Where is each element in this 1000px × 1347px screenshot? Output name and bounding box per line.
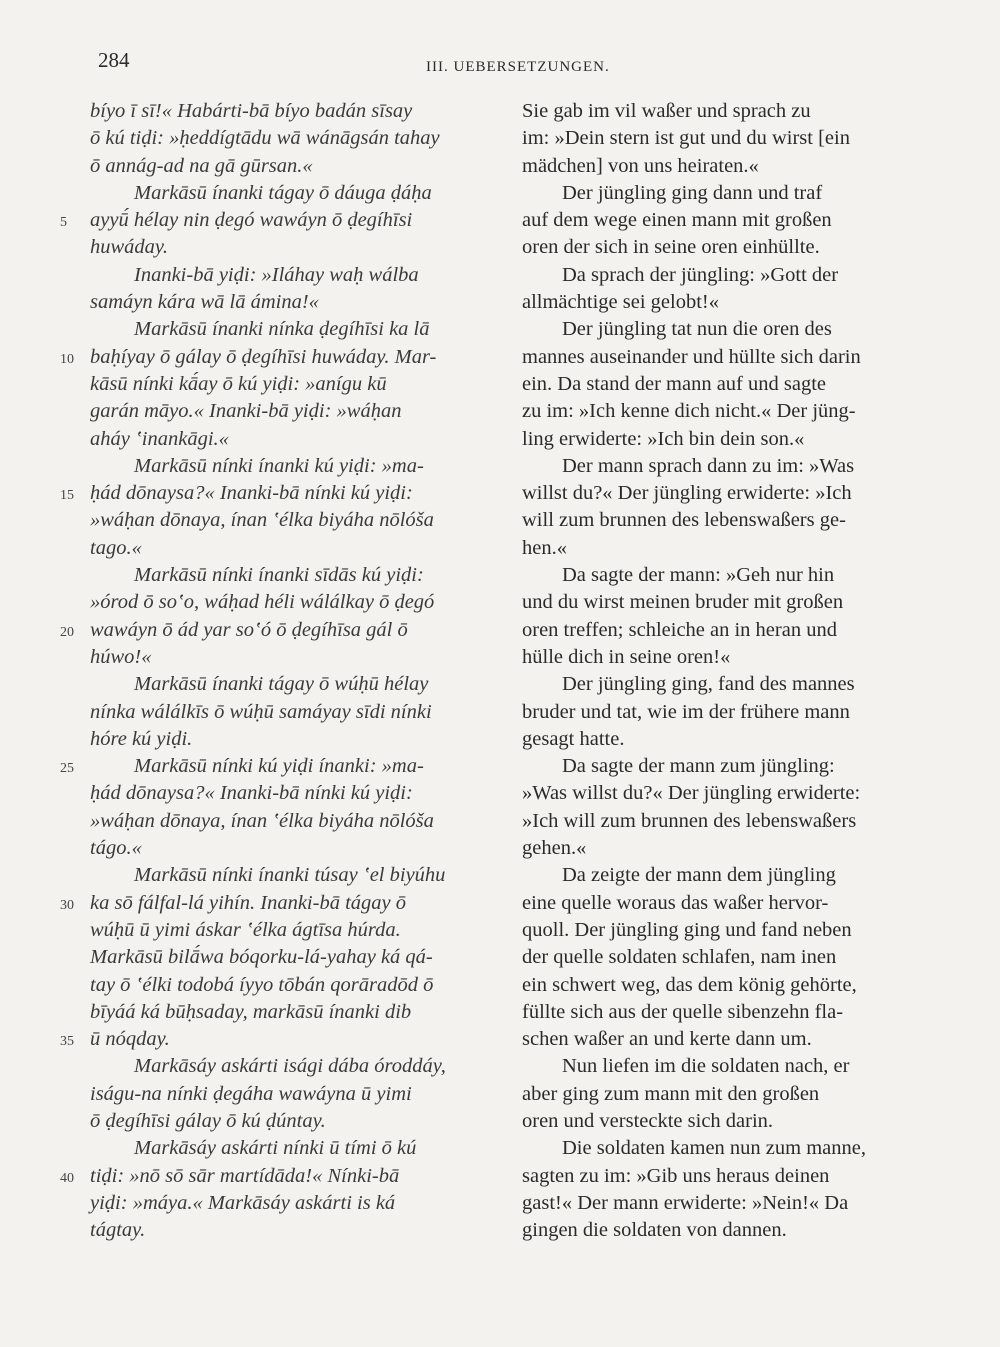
text-line (522, 1163, 918, 1190)
text-line (90, 808, 495, 835)
german-translation-column (522, 98, 918, 1244)
line-number: 15 (60, 488, 74, 504)
text-line (522, 835, 918, 862)
text-line (522, 207, 918, 234)
text-line (90, 507, 495, 534)
line-text: der quelle soldaten schlafen, nam inen (522, 946, 837, 969)
text-line (90, 780, 495, 807)
line-text: wawáyn ō ád yar soʽó ō ḍegíhīsa gál ō (90, 618, 408, 641)
text-line (90, 562, 495, 589)
line-text: ling erwiderte: »Ich bin dein son.« (522, 427, 805, 450)
text-line (522, 862, 918, 889)
text-line (90, 1190, 495, 1217)
line-text: Der mann sprach dann zu im: »Was (562, 454, 855, 477)
line-text: Markāsū nínki ínanki kú yiḍi: »ma- (134, 454, 424, 477)
line-text: Die soldaten kamen nun zum manne, (562, 1137, 866, 1160)
line-number: 35 (60, 1034, 74, 1050)
line-text: Markāsū ínanki tágay ō dáuga ḍáḥa (134, 181, 432, 204)
text-line (90, 699, 495, 726)
text-line (60, 890, 495, 917)
line-text: gast!« Der mann erwiderte: »Nein!« Da (522, 1191, 849, 1214)
line-text: »Ich will zum brunnen des lebenswaßers (522, 809, 857, 832)
text-line (522, 1026, 918, 1053)
line-text: hen.« (522, 536, 567, 559)
text-line (522, 917, 918, 944)
line-text: Da zeigte der mann dem jüngling (562, 864, 836, 887)
line-text: quoll. Der jüngling ging und fand neben (522, 918, 852, 941)
line-text: Inanki-bā yiḍi: »Iláhay waḥ wálba (134, 263, 419, 286)
text-line (522, 535, 918, 562)
line-text: bīyáá ká būḥsaday, markāsū ínanki dib (90, 1000, 412, 1023)
line-number: 20 (60, 624, 74, 640)
text-line (90, 726, 495, 753)
text-line (90, 535, 495, 562)
text-line (522, 153, 918, 180)
text-line (90, 234, 495, 261)
line-text: füllte sich aus der quelle sibenzehn fla- (522, 1000, 844, 1023)
line-text: aháy ʽinankāgi.« (90, 427, 229, 450)
text-line (90, 98, 495, 125)
text-line (522, 125, 918, 152)
line-text: Der jüngling ging dann und traf (562, 181, 823, 204)
text-line (90, 1217, 495, 1244)
line-text: baḥíyay ō gálay ō ḍegíhīsi huwáday. Mar- (90, 345, 437, 368)
line-text: bíyo ī sī!« Habárti-bā bíyo badán sīsay (90, 100, 413, 122)
line-text: zu im: »Ich kenne dich nicht.« Der jüng- (522, 400, 856, 423)
line-text: tágtay. (90, 1219, 146, 1242)
text-line (522, 289, 918, 316)
text-line (522, 1190, 918, 1217)
line-text: yiḍi: »máya.« Markāsáy askárti is ká (90, 1191, 396, 1214)
text-line (522, 1135, 918, 1162)
line-text: Markāsū nínki kú yiḍi ínanki: »ma- (134, 755, 424, 778)
line-text: oren der sich in seine oren einhüllte. (522, 236, 820, 259)
line-text: ayyū́ hélay nin ḍegó wawáyn ō ḍegíhīsi (90, 209, 413, 232)
line-text: »wáḥan dōnaya, ínan ʽélka biyáha nōlóša (90, 809, 434, 832)
text-line (522, 1108, 918, 1135)
line-text: ō kú tiḍi: »ḥeddígtādu wā wánāgsán tahay (90, 127, 440, 150)
line-text: garán māyo.« Inanki-bā yiḍi: »wáḥan (90, 400, 402, 423)
text-line (90, 972, 495, 999)
text-line (90, 125, 495, 152)
line-text: Markāsū nínki ínanki sīdās kú yiḍi: (134, 564, 424, 587)
line-text: im: »Dein stern ist gut und du wirst [ein (522, 127, 850, 150)
text-line (90, 944, 495, 971)
text-line (60, 1163, 495, 1190)
text-line (90, 398, 495, 425)
line-text: ein. Da stand der mann auf und sagte (522, 372, 826, 395)
text-line (90, 644, 495, 671)
line-text: Da sprach der jüngling: »Gott der (562, 263, 839, 286)
line-text: ḥád dōnaysa?« Inanki-bā nínki kú yiḍi: (90, 482, 413, 505)
line-text: ō ḍegíhīsi gálay ō kú ḍúntay. (90, 1109, 326, 1132)
line-number: 25 (60, 761, 74, 777)
somali-text-column (60, 98, 495, 1244)
text-line (90, 1135, 495, 1162)
line-number: 10 (60, 351, 74, 367)
text-line (90, 1053, 495, 1080)
line-text: »órod ō soʽo, wáḥad héli wálálkay ō ḍegó (90, 591, 435, 614)
line-text: Markāsū ínanki nínka ḍegíhīsi ka lā (134, 318, 430, 341)
text-line (522, 726, 918, 753)
text-line (90, 917, 495, 944)
text-line (60, 753, 495, 780)
text-line (522, 180, 918, 207)
line-text: aber ging zum mann mit den großen (522, 1082, 820, 1105)
line-text: húwo!« (90, 645, 152, 668)
text-line (90, 862, 495, 889)
line-text: kāsū nínki kā́ay ō kú yiḍi: »anígu kū (90, 372, 387, 395)
page-number: 284 (98, 48, 130, 72)
line-number: 30 (60, 897, 74, 913)
text-line (60, 207, 495, 234)
line-text: Markāsáy askárti nínki ū tími ō kú (134, 1137, 417, 1160)
text-line (60, 617, 495, 644)
line-text: gehen.« (522, 837, 587, 860)
line-text: mädchen] von uns heiraten.« (522, 154, 759, 177)
text-line (522, 453, 918, 480)
line-text: bruder und tat, wie im der frühere mann (522, 700, 850, 723)
line-text: »wáḥan dōnaya, ínan ʽélka biyáha nōlóša (90, 509, 434, 532)
text-line (522, 644, 918, 671)
text-line (522, 98, 918, 125)
line-text: samáyn kára wā lā ámina!« (90, 291, 319, 314)
line-text: will zum brunnen des lebenswaßers ge- (522, 509, 846, 532)
text-line (90, 1108, 495, 1135)
text-line (522, 480, 918, 507)
line-text: willst du?« Der jüngling erwiderte: »Ich (522, 482, 852, 505)
text-line (522, 398, 918, 425)
text-line (90, 262, 495, 289)
line-text: huwáday. (90, 236, 169, 259)
text-line (522, 1081, 918, 1108)
text-line (522, 426, 918, 453)
text-line (90, 180, 495, 207)
text-line (522, 234, 918, 261)
text-line (90, 835, 495, 862)
line-text: Sie gab im vil waßer und sprach zu (522, 100, 811, 122)
line-text: mannes auseinander und hüllte sich darin (522, 345, 861, 368)
line-text: Der jüngling ging, fand des mannes (562, 673, 855, 696)
text-line (60, 1026, 495, 1053)
line-text: tiḍi: »nō sō sār martídāda!« Nínki-bā (90, 1164, 400, 1187)
text-line (522, 753, 918, 780)
line-text: ein schwert weg, das dem könig gehörte, (522, 973, 857, 996)
line-text: Nun liefen im die soldaten nach, er (562, 1055, 850, 1078)
line-text: Markāsū nínki ínanki túsay ʽel biyúhu (134, 864, 446, 887)
text-line (90, 589, 495, 616)
text-line (522, 1053, 918, 1080)
text-line (522, 344, 918, 371)
text-line (90, 153, 495, 180)
text-line (522, 262, 918, 289)
line-number: 5 (60, 215, 67, 231)
line-text: Da sagte der mann: »Geh nur hin (562, 564, 835, 587)
text-line (522, 671, 918, 698)
line-text: hülle dich in seine oren!« (522, 645, 731, 668)
text-line (90, 289, 495, 316)
text-line (90, 999, 495, 1026)
text-line (522, 890, 918, 917)
text-line (90, 426, 495, 453)
text-line (522, 617, 918, 644)
line-text: ō annág-ad na gā gūrsan.« (90, 154, 313, 177)
line-text: Der jüngling tat nun die oren des (562, 318, 832, 341)
line-text: »Was willst du?« Der jüngling erwiderte: (522, 782, 861, 805)
text-line (522, 972, 918, 999)
text-line (90, 1081, 495, 1108)
line-number: 40 (60, 1170, 74, 1186)
text-line (522, 316, 918, 343)
text-line (90, 316, 495, 343)
line-text: tágo.« (90, 837, 142, 860)
text-line (90, 671, 495, 698)
line-text: und du wirst meinen bruder mit großen (522, 591, 844, 614)
running-head: III. UEBERSETZUNGEN. (426, 59, 610, 75)
text-line (60, 480, 495, 507)
line-text: eine quelle woraus das waßer hervor- (522, 891, 829, 914)
text-line (522, 507, 918, 534)
line-text: sagten zu im: »Gib uns heraus deinen (522, 1164, 830, 1187)
line-text: iságu-na nínki ḍegáha wawáyna ū yimi (90, 1082, 412, 1105)
line-text: ka sō fálfal-lá yihín. Inanki-bā tágay ō (90, 891, 406, 914)
text-line (522, 562, 918, 589)
text-line (60, 344, 495, 371)
line-text: ū nóqday. (90, 1028, 170, 1051)
text-line (90, 453, 495, 480)
line-text: hóre kú yiḍi. (90, 727, 193, 750)
line-text: oren und versteckte sich darin. (522, 1109, 774, 1132)
text-line (522, 1217, 918, 1244)
line-text: allmächtige sei gelobt!« (522, 291, 719, 314)
text-line (522, 371, 918, 398)
line-text: Da sagte der mann zum jüngling: (562, 755, 835, 778)
line-text: gingen die soldaten von dannen. (522, 1219, 787, 1242)
line-text: Markāsū bilā́wa bóqorku-lá-yahay ká qá- (90, 946, 433, 969)
line-text: nínka wálálkīs ō wúḥū samáyay sīdi nínki (90, 700, 432, 723)
line-text: Markāsū ínanki tágay ō wúḥū hélay (134, 673, 429, 696)
text-line (522, 808, 918, 835)
line-text: tay ō ʽélki todobá íyyo tōbán qorāradōd ō (90, 973, 434, 996)
text-line (522, 699, 918, 726)
line-text: auf dem wege einen mann mit großen (522, 209, 832, 232)
text-line (522, 999, 918, 1026)
line-text: schen waßer an und kerte dann um. (522, 1028, 812, 1051)
line-text: ḥád dōnaysa?« Inanki-bā nínki kú yiḍi: (90, 782, 413, 805)
text-line (522, 780, 918, 807)
line-text: Markāsáy askárti isági dába óroddáy, (134, 1055, 446, 1078)
line-text: wúḥū ū yimi áskar ʽélka ágtīsa húrda. (90, 918, 401, 941)
line-text: gesagt hatte. (522, 727, 625, 750)
text-line (90, 371, 495, 398)
line-text: tago.« (90, 536, 142, 559)
line-text: oren treffen; schleiche an in heran und (522, 618, 837, 641)
text-line (522, 944, 918, 971)
text-line (522, 589, 918, 616)
